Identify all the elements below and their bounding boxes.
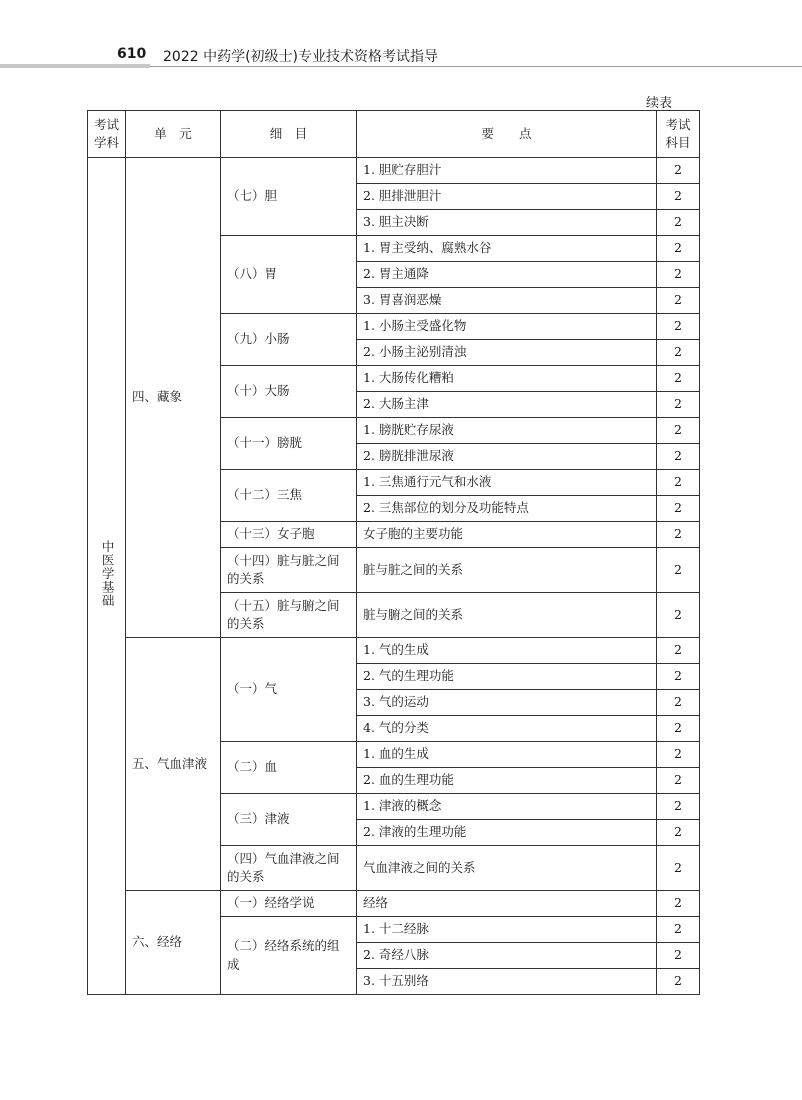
- exam-subject-cell: 2: [657, 716, 700, 742]
- exam-subject-cell: 2: [657, 210, 700, 236]
- exam-subject-cell: 2: [657, 288, 700, 314]
- point-cell: 3. 气的运动: [357, 690, 657, 716]
- point-cell: 1. 大肠传化糟粕: [357, 366, 657, 392]
- syllabus-table: [87, 110, 700, 995]
- point-cell: 2. 血的生理功能: [357, 768, 657, 794]
- point-cell: 4. 气的分类: [357, 716, 657, 742]
- exam-subject-cell: 2: [657, 496, 700, 522]
- detail-cell: （十一）膀胱: [221, 418, 357, 470]
- point-cell: 1. 膀胱贮存尿液: [357, 418, 657, 444]
- point-cell: 1. 血的生成: [357, 742, 657, 768]
- detail-cell: （四）气血津液之间的关系: [221, 846, 357, 891]
- point-cell: 3. 胆主决断: [357, 210, 657, 236]
- detail-cell: （一）经络学说: [221, 891, 357, 917]
- exam-subject-cell: 2: [657, 820, 700, 846]
- detail-cell: （十二）三焦: [221, 470, 357, 522]
- exam-subject-cell: 2: [657, 690, 700, 716]
- table-body: [88, 158, 700, 995]
- exam-subject-cell: 2: [657, 943, 700, 969]
- point-cell: 女子胞的主要功能: [357, 522, 657, 548]
- header-points: 要 点: [357, 111, 657, 158]
- table-row: [88, 638, 700, 664]
- point-cell: 2. 小肠主泌别清浊: [357, 340, 657, 366]
- exam-subject-cell: 2: [657, 262, 700, 288]
- exam-subject-cell: 2: [657, 593, 700, 638]
- exam-subject-cell: 2: [657, 392, 700, 418]
- point-cell: 1. 气的生成: [357, 638, 657, 664]
- exam-subject-cell: 2: [657, 969, 700, 995]
- point-cell: 2. 津液的生理功能: [357, 820, 657, 846]
- point-cell: 1. 胃主受纳、腐熟水谷: [357, 236, 657, 262]
- header-detail: 细 目: [221, 111, 357, 158]
- detail-cell: （十五）脏与腑之间的关系: [221, 593, 357, 638]
- exam-subject-cell: 2: [657, 418, 700, 444]
- detail-cell: （八）胃: [221, 236, 357, 314]
- point-cell: 气血津液之间的关系: [357, 846, 657, 891]
- page-number: 610: [117, 46, 147, 62]
- point-cell: 2. 气的生理功能: [357, 664, 657, 690]
- point-cell: 1. 十二经脉: [357, 917, 657, 943]
- unit-cell: 四、藏象: [126, 158, 221, 638]
- header-unit: 单 元: [126, 111, 221, 158]
- point-cell: 脏与腑之间的关系: [357, 593, 657, 638]
- header-subject: 考试学科: [88, 111, 126, 158]
- point-cell: 1. 胆贮存胆汁: [357, 158, 657, 184]
- point-cell: 3. 胃喜润恶燥: [357, 288, 657, 314]
- header-rule-thin: [150, 66, 802, 67]
- exam-subject-cell: 2: [657, 340, 700, 366]
- point-cell: 1. 津液的概念: [357, 794, 657, 820]
- point-cell: 3. 十五别络: [357, 969, 657, 995]
- detail-cell: （二）经络系统的组成: [221, 917, 357, 995]
- exam-subject-cell: 2: [657, 158, 700, 184]
- subject-cell: [88, 158, 126, 995]
- header-rule-thick: [0, 64, 150, 68]
- point-cell: 2. 胆排泄胆汁: [357, 184, 657, 210]
- page-header: [0, 0, 802, 68]
- point-cell: 经络: [357, 891, 657, 917]
- unit-cell: 六、经络: [126, 891, 221, 995]
- detail-cell: （二）血: [221, 742, 357, 794]
- exam-subject-cell: 2: [657, 846, 700, 891]
- unit-cell: 五、气血津液: [126, 638, 221, 891]
- detail-cell: （十三）女子胞: [221, 522, 357, 548]
- exam-subject-cell: 2: [657, 664, 700, 690]
- point-cell: 脏与脏之间的关系: [357, 548, 657, 593]
- exam-subject-cell: 2: [657, 917, 700, 943]
- exam-subject-cell: 2: [657, 522, 700, 548]
- continued-label: 续表: [646, 96, 673, 111]
- header-exam-subject: 考试科目: [657, 111, 700, 158]
- exam-subject-cell: 2: [657, 444, 700, 470]
- detail-cell: （十）大肠: [221, 366, 357, 418]
- exam-subject-cell: 2: [657, 184, 700, 210]
- exam-subject-cell: 2: [657, 236, 700, 262]
- detail-cell: （一）气: [221, 638, 357, 742]
- exam-subject-cell: 2: [657, 314, 700, 340]
- exam-subject-cell: 2: [657, 891, 700, 917]
- detail-cell: （三）津液: [221, 794, 357, 846]
- detail-cell: （九）小肠: [221, 314, 357, 366]
- exam-subject-cell: 2: [657, 638, 700, 664]
- table-header-row: [88, 111, 700, 158]
- point-cell: 1. 三焦通行元气和水液: [357, 470, 657, 496]
- exam-subject-cell: 2: [657, 548, 700, 593]
- point-cell: 2. 胃主通降: [357, 262, 657, 288]
- subject-label: 中医学基础: [100, 539, 116, 608]
- exam-subject-cell: 2: [657, 366, 700, 392]
- exam-subject-cell: 2: [657, 470, 700, 496]
- table-row: [88, 158, 700, 184]
- point-cell: 2. 三焦部位的划分及功能特点: [357, 496, 657, 522]
- point-cell: 2. 奇经八脉: [357, 943, 657, 969]
- detail-cell: （七）胆: [221, 158, 357, 236]
- point-cell: 1. 小肠主受盛化物: [357, 314, 657, 340]
- point-cell: 2. 大肠主津: [357, 392, 657, 418]
- point-cell: 2. 膀胱排泄尿液: [357, 444, 657, 470]
- exam-subject-cell: 2: [657, 768, 700, 794]
- exam-subject-cell: 2: [657, 794, 700, 820]
- book-title: 2022 中药学(初级士)专业技术资格考试指导: [163, 49, 439, 65]
- detail-cell: （十四）脏与脏之间的关系: [221, 548, 357, 593]
- exam-subject-cell: 2: [657, 742, 700, 768]
- table-row: [88, 891, 700, 917]
